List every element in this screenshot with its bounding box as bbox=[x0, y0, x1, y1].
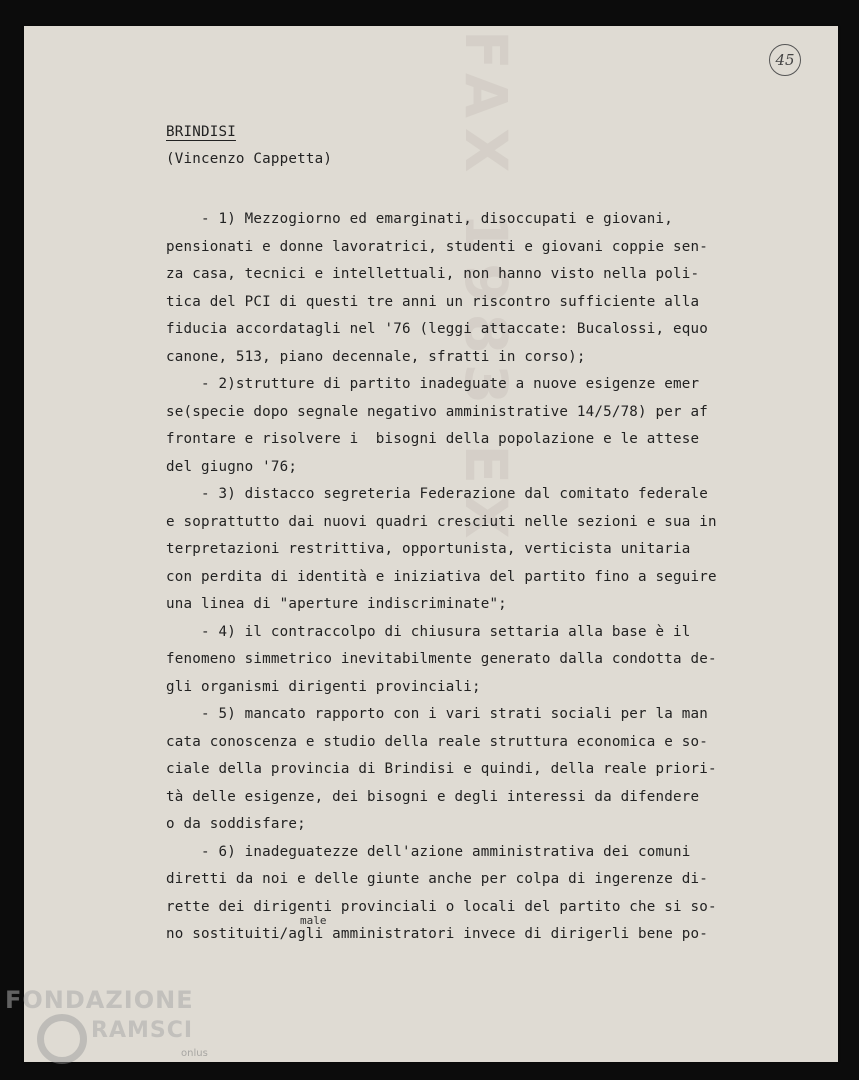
text-line: - 1) Mezzogiorno ed emarginati, disoccupati e giovani, bbox=[166, 211, 674, 227]
text-line: fiducia accordatagli nel '76 (leggi attaccate: Bucalossi, equo bbox=[166, 321, 708, 337]
text-line: - 4) il contraccolpo di chiusura settaria alla base è il bbox=[166, 623, 691, 640]
text-line: ciale della provincia di Brindisi e quindi, della reale priori- bbox=[166, 761, 717, 777]
text-line: tà delle esigenze, dei bisogni e degli interessi da difendere bbox=[166, 788, 700, 805]
text-line: - 6) inadeguatezze dell'azione amministrativa dei comuni bbox=[166, 843, 691, 860]
text-line: no sostituiti/agli amministratori invece di dirigerli bene po- bbox=[166, 926, 708, 942]
body-text bbox=[166, 206, 766, 949]
logo-line-2: RAMSCI bbox=[91, 1018, 194, 1043]
text-line: diretti da noi e delle giunte anche per colpa di ingerenze di- bbox=[166, 871, 708, 887]
text-line: e soprattutto dai nuovi quadri cresciuti nelle sezioni e sua in bbox=[166, 513, 717, 530]
text-line: o da soddisfare; bbox=[166, 816, 306, 832]
text-line: - 2)strutture di partito inadeguate a nuove esigenze emer bbox=[166, 376, 700, 392]
text-line: pensionati e donne lavoratrici, studenti e giovani coppie sen- bbox=[166, 238, 708, 255]
text-line: terpretazioni restrittiva, opportunista, verticista unitaria bbox=[166, 541, 691, 557]
document-subtitle: (Vincenzo Cappetta) bbox=[166, 151, 333, 167]
text-line: fenomeno simmetrico inevitabilmente generato dalla condotta de- bbox=[166, 651, 717, 667]
text-line: del giugno '76; bbox=[166, 458, 298, 475]
page-number: 45 bbox=[769, 44, 801, 76]
text-line: tica del PCI di questi tre anni un riscontro sufficiente alla bbox=[166, 293, 700, 310]
text-line: gli organismi dirigenti provinciali; bbox=[166, 678, 481, 695]
fondazione-gramsci-logo bbox=[5, 986, 225, 1080]
text-line: - 3) distacco segreteria Federazione dal comitato federale bbox=[166, 486, 708, 502]
logo-line-3: onlus bbox=[181, 1048, 208, 1059]
text-line: con perdita di identità e iniziativa del partito fino a seguire bbox=[166, 568, 717, 585]
text-line: canone, 513, piano decennale, sfratti in corso); bbox=[166, 348, 586, 365]
text-line: se(specie dopo segnale negativo amministrative 14/5/78) per af bbox=[166, 403, 708, 420]
text-line: frontare e risolvere i bisogni della popolazione e le attese bbox=[166, 431, 700, 447]
text-line: una linea di "aperture indiscriminate"; bbox=[166, 596, 507, 612]
logo-line-1: FONDAZIONE bbox=[5, 986, 194, 1014]
logo-g-icon bbox=[37, 1014, 87, 1064]
text-line: cata conoscenza e studio della reale struttura economica e so- bbox=[166, 733, 708, 750]
document-title: BRINDISI bbox=[166, 124, 236, 140]
text-line: rette dei dirigenti provinciali o locali del partito che si so- bbox=[166, 898, 717, 915]
text-line: za casa, tecnici e intellettuali, non hanno visto nella poli- bbox=[166, 266, 700, 282]
text-line: - 5) mancato rapporto con i vari strati sociali per la man bbox=[166, 706, 708, 722]
interlinear-insert: male bbox=[300, 914, 327, 927]
